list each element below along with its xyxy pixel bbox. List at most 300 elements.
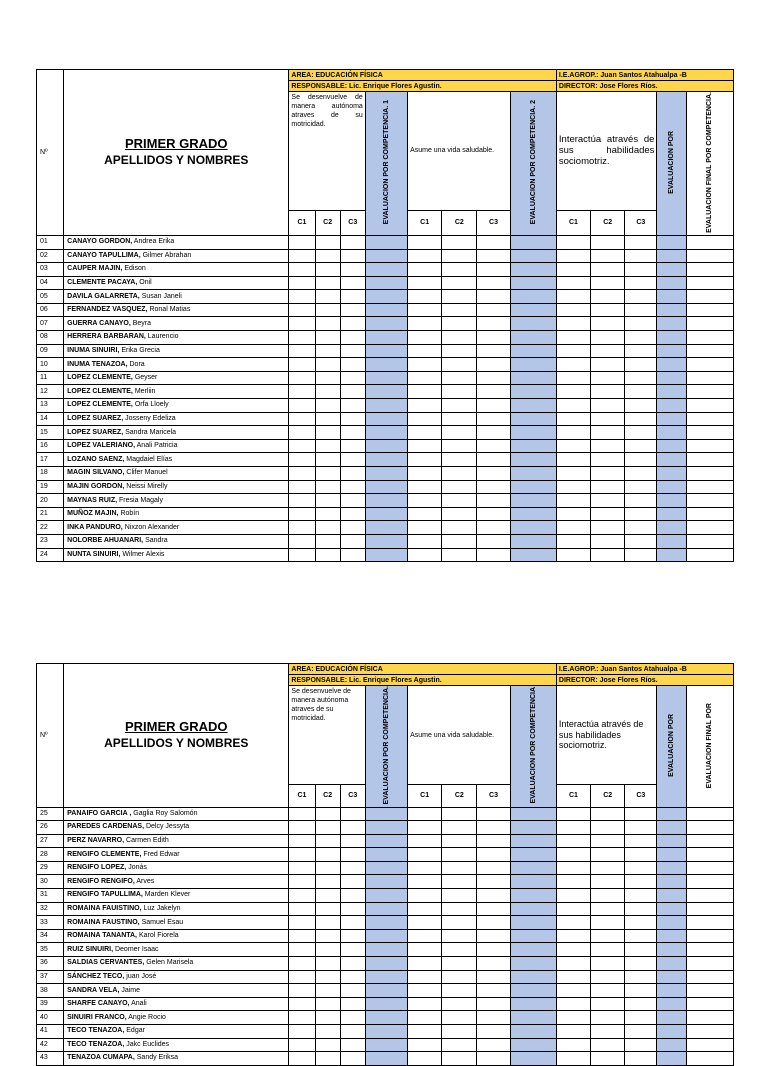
grade-cell[interactable] xyxy=(408,317,442,331)
grade-cell[interactable] xyxy=(289,848,315,862)
grade-cell[interactable] xyxy=(408,1025,442,1039)
grade-cell[interactable] xyxy=(408,834,442,848)
grade-cell[interactable] xyxy=(340,507,365,521)
grade-cell[interactable] xyxy=(365,970,407,984)
grade-cell[interactable] xyxy=(625,943,657,957)
grade-cell[interactable] xyxy=(408,371,442,385)
grade-cell[interactable] xyxy=(315,957,340,971)
grade-cell[interactable] xyxy=(477,534,510,548)
grade-cell[interactable] xyxy=(315,439,340,453)
grade-cell[interactable] xyxy=(442,358,477,372)
grade-cell[interactable] xyxy=(408,875,442,889)
grade-cell[interactable] xyxy=(365,943,407,957)
grade-cell[interactable] xyxy=(315,984,340,998)
grade-cell[interactable] xyxy=(625,399,657,413)
grade-cell[interactable] xyxy=(657,290,686,304)
grade-cell[interactable] xyxy=(442,507,477,521)
grade-cell[interactable] xyxy=(408,412,442,426)
grade-cell[interactable] xyxy=(365,875,407,889)
grade-cell[interactable] xyxy=(686,399,733,413)
grade-cell[interactable] xyxy=(625,521,657,535)
grade-cell[interactable] xyxy=(442,399,477,413)
grade-cell[interactable] xyxy=(591,521,625,535)
grade-cell[interactable] xyxy=(477,889,510,903)
grade-cell[interactable] xyxy=(315,399,340,413)
grade-cell[interactable] xyxy=(289,1025,315,1039)
grade-cell[interactable] xyxy=(477,439,510,453)
grade-cell[interactable] xyxy=(315,371,340,385)
grade-cell[interactable] xyxy=(442,276,477,290)
grade-cell[interactable] xyxy=(625,331,657,345)
grade-cell[interactable] xyxy=(556,875,590,889)
grade-cell[interactable] xyxy=(556,929,590,943)
grade-cell[interactable] xyxy=(657,902,686,916)
grade-cell[interactable] xyxy=(477,902,510,916)
grade-cell[interactable] xyxy=(556,371,590,385)
grade-cell[interactable] xyxy=(365,861,407,875)
grade-cell[interactable] xyxy=(289,426,315,440)
grade-cell[interactable] xyxy=(591,929,625,943)
grade-cell[interactable] xyxy=(340,263,365,277)
grade-cell[interactable] xyxy=(591,439,625,453)
grade-cell[interactable] xyxy=(657,1038,686,1052)
grade-cell[interactable] xyxy=(477,494,510,508)
grade-cell[interactable] xyxy=(657,997,686,1011)
grade-cell[interactable] xyxy=(686,834,733,848)
grade-cell[interactable] xyxy=(365,439,407,453)
grade-cell[interactable] xyxy=(510,385,556,399)
grade-cell[interactable] xyxy=(408,916,442,930)
grade-cell[interactable] xyxy=(625,1052,657,1066)
grade-cell[interactable] xyxy=(477,1038,510,1052)
grade-cell[interactable] xyxy=(340,534,365,548)
grade-cell[interactable] xyxy=(365,548,407,562)
grade-cell[interactable] xyxy=(556,439,590,453)
grade-cell[interactable] xyxy=(315,263,340,277)
grade-cell[interactable] xyxy=(625,1011,657,1025)
grade-cell[interactable] xyxy=(510,943,556,957)
grade-cell[interactable] xyxy=(591,507,625,521)
grade-cell[interactable] xyxy=(315,235,340,249)
grade-cell[interactable] xyxy=(289,507,315,521)
grade-cell[interactable] xyxy=(510,916,556,930)
grade-cell[interactable] xyxy=(365,317,407,331)
grade-cell[interactable] xyxy=(442,957,477,971)
grade-cell[interactable] xyxy=(408,984,442,998)
grade-cell[interactable] xyxy=(315,821,340,835)
grade-cell[interactable] xyxy=(686,807,733,821)
grade-cell[interactable] xyxy=(365,371,407,385)
grade-cell[interactable] xyxy=(315,875,340,889)
grade-cell[interactable] xyxy=(625,507,657,521)
grade-cell[interactable] xyxy=(289,943,315,957)
grade-cell[interactable] xyxy=(657,439,686,453)
grade-cell[interactable] xyxy=(686,957,733,971)
grade-cell[interactable] xyxy=(556,303,590,317)
grade-cell[interactable] xyxy=(556,317,590,331)
grade-cell[interactable] xyxy=(477,399,510,413)
grade-cell[interactable] xyxy=(408,467,442,481)
grade-cell[interactable] xyxy=(686,453,733,467)
grade-cell[interactable] xyxy=(365,807,407,821)
grade-cell[interactable] xyxy=(340,344,365,358)
grade-cell[interactable] xyxy=(657,548,686,562)
grade-cell[interactable] xyxy=(657,929,686,943)
grade-cell[interactable] xyxy=(365,957,407,971)
grade-cell[interactable] xyxy=(477,957,510,971)
grade-cell[interactable] xyxy=(686,534,733,548)
grade-cell[interactable] xyxy=(289,821,315,835)
grade-cell[interactable] xyxy=(510,235,556,249)
grade-cell[interactable] xyxy=(657,358,686,372)
grade-cell[interactable] xyxy=(591,480,625,494)
grade-cell[interactable] xyxy=(315,480,340,494)
grade-cell[interactable] xyxy=(510,861,556,875)
grade-cell[interactable] xyxy=(340,861,365,875)
grade-cell[interactable] xyxy=(591,249,625,263)
grade-cell[interactable] xyxy=(365,276,407,290)
grade-cell[interactable] xyxy=(315,1038,340,1052)
grade-cell[interactable] xyxy=(442,997,477,1011)
grade-cell[interactable] xyxy=(365,1025,407,1039)
grade-cell[interactable] xyxy=(289,385,315,399)
grade-cell[interactable] xyxy=(657,534,686,548)
grade-cell[interactable] xyxy=(315,929,340,943)
grade-cell[interactable] xyxy=(657,303,686,317)
grade-cell[interactable] xyxy=(556,807,590,821)
grade-cell[interactable] xyxy=(289,235,315,249)
grade-cell[interactable] xyxy=(510,494,556,508)
grade-cell[interactable] xyxy=(510,331,556,345)
grade-cell[interactable] xyxy=(340,453,365,467)
grade-cell[interactable] xyxy=(510,344,556,358)
grade-cell[interactable] xyxy=(477,1011,510,1025)
grade-cell[interactable] xyxy=(408,480,442,494)
grade-cell[interactable] xyxy=(365,399,407,413)
grade-cell[interactable] xyxy=(625,834,657,848)
grade-cell[interactable] xyxy=(657,385,686,399)
grade-cell[interactable] xyxy=(408,439,442,453)
grade-cell[interactable] xyxy=(408,821,442,835)
grade-cell[interactable] xyxy=(591,303,625,317)
grade-cell[interactable] xyxy=(686,290,733,304)
grade-cell[interactable] xyxy=(686,426,733,440)
grade-cell[interactable] xyxy=(289,889,315,903)
grade-cell[interactable] xyxy=(408,276,442,290)
grade-cell[interactable] xyxy=(340,385,365,399)
grade-cell[interactable] xyxy=(315,997,340,1011)
grade-cell[interactable] xyxy=(408,997,442,1011)
grade-cell[interactable] xyxy=(625,358,657,372)
grade-cell[interactable] xyxy=(408,929,442,943)
grade-cell[interactable] xyxy=(340,889,365,903)
grade-cell[interactable] xyxy=(442,371,477,385)
grade-cell[interactable] xyxy=(315,521,340,535)
grade-cell[interactable] xyxy=(657,984,686,998)
grade-cell[interactable] xyxy=(625,807,657,821)
grade-cell[interactable] xyxy=(686,1011,733,1025)
grade-cell[interactable] xyxy=(442,480,477,494)
grade-cell[interactable] xyxy=(625,902,657,916)
grade-cell[interactable] xyxy=(477,331,510,345)
grade-cell[interactable] xyxy=(408,1052,442,1066)
grade-cell[interactable] xyxy=(510,453,556,467)
grade-cell[interactable] xyxy=(315,889,340,903)
grade-cell[interactable] xyxy=(365,290,407,304)
grade-cell[interactable] xyxy=(365,507,407,521)
grade-cell[interactable] xyxy=(556,970,590,984)
grade-cell[interactable] xyxy=(591,317,625,331)
grade-cell[interactable] xyxy=(686,507,733,521)
grade-cell[interactable] xyxy=(365,263,407,277)
grade-cell[interactable] xyxy=(315,344,340,358)
grade-cell[interactable] xyxy=(625,534,657,548)
grade-cell[interactable] xyxy=(442,263,477,277)
grade-cell[interactable] xyxy=(442,848,477,862)
grade-cell[interactable] xyxy=(657,807,686,821)
grade-cell[interactable] xyxy=(477,521,510,535)
grade-cell[interactable] xyxy=(625,303,657,317)
grade-cell[interactable] xyxy=(289,521,315,535)
grade-cell[interactable] xyxy=(340,426,365,440)
grade-cell[interactable] xyxy=(365,834,407,848)
grade-cell[interactable] xyxy=(442,984,477,998)
grade-cell[interactable] xyxy=(686,249,733,263)
grade-cell[interactable] xyxy=(591,889,625,903)
grade-cell[interactable] xyxy=(442,467,477,481)
grade-cell[interactable] xyxy=(408,889,442,903)
grade-cell[interactable] xyxy=(556,548,590,562)
grade-cell[interactable] xyxy=(556,263,590,277)
grade-cell[interactable] xyxy=(340,957,365,971)
grade-cell[interactable] xyxy=(686,385,733,399)
grade-cell[interactable] xyxy=(625,235,657,249)
grade-cell[interactable] xyxy=(591,385,625,399)
grade-cell[interactable] xyxy=(625,957,657,971)
grade-cell[interactable] xyxy=(556,943,590,957)
grade-cell[interactable] xyxy=(591,861,625,875)
grade-cell[interactable] xyxy=(442,889,477,903)
grade-cell[interactable] xyxy=(477,821,510,835)
grade-cell[interactable] xyxy=(315,507,340,521)
grade-cell[interactable] xyxy=(625,984,657,998)
grade-cell[interactable] xyxy=(477,997,510,1011)
grade-cell[interactable] xyxy=(289,875,315,889)
grade-cell[interactable] xyxy=(340,916,365,930)
grade-cell[interactable] xyxy=(591,548,625,562)
grade-cell[interactable] xyxy=(289,358,315,372)
grade-cell[interactable] xyxy=(477,970,510,984)
grade-cell[interactable] xyxy=(442,331,477,345)
grade-cell[interactable] xyxy=(510,929,556,943)
grade-cell[interactable] xyxy=(289,957,315,971)
grade-cell[interactable] xyxy=(591,916,625,930)
grade-cell[interactable] xyxy=(477,916,510,930)
grade-cell[interactable] xyxy=(556,276,590,290)
grade-cell[interactable] xyxy=(686,344,733,358)
grade-cell[interactable] xyxy=(686,331,733,345)
grade-cell[interactable] xyxy=(657,249,686,263)
grade-cell[interactable] xyxy=(657,507,686,521)
grade-cell[interactable] xyxy=(315,807,340,821)
grade-cell[interactable] xyxy=(657,821,686,835)
grade-cell[interactable] xyxy=(289,344,315,358)
grade-cell[interactable] xyxy=(315,548,340,562)
grade-cell[interactable] xyxy=(591,997,625,1011)
grade-cell[interactable] xyxy=(657,331,686,345)
grade-cell[interactable] xyxy=(477,861,510,875)
grade-cell[interactable] xyxy=(510,957,556,971)
grade-cell[interactable] xyxy=(315,276,340,290)
grade-cell[interactable] xyxy=(686,848,733,862)
grade-cell[interactable] xyxy=(289,303,315,317)
grade-cell[interactable] xyxy=(442,494,477,508)
grade-cell[interactable] xyxy=(365,412,407,426)
grade-cell[interactable] xyxy=(686,521,733,535)
grade-cell[interactable] xyxy=(625,997,657,1011)
grade-cell[interactable] xyxy=(686,1052,733,1066)
grade-cell[interactable] xyxy=(340,929,365,943)
grade-cell[interactable] xyxy=(591,821,625,835)
grade-cell[interactable] xyxy=(408,235,442,249)
grade-cell[interactable] xyxy=(289,412,315,426)
grade-cell[interactable] xyxy=(625,290,657,304)
grade-cell[interactable] xyxy=(477,371,510,385)
grade-cell[interactable] xyxy=(556,385,590,399)
grade-cell[interactable] xyxy=(510,467,556,481)
grade-cell[interactable] xyxy=(365,848,407,862)
grade-cell[interactable] xyxy=(657,970,686,984)
grade-cell[interactable] xyxy=(556,957,590,971)
grade-cell[interactable] xyxy=(289,263,315,277)
grade-cell[interactable] xyxy=(442,916,477,930)
grade-cell[interactable] xyxy=(315,290,340,304)
grade-cell[interactable] xyxy=(556,834,590,848)
grade-cell[interactable] xyxy=(556,344,590,358)
grade-cell[interactable] xyxy=(289,453,315,467)
grade-cell[interactable] xyxy=(315,534,340,548)
grade-cell[interactable] xyxy=(315,861,340,875)
grade-cell[interactable] xyxy=(340,902,365,916)
grade-cell[interactable] xyxy=(477,303,510,317)
grade-cell[interactable] xyxy=(365,331,407,345)
grade-cell[interactable] xyxy=(315,453,340,467)
grade-cell[interactable] xyxy=(625,317,657,331)
grade-cell[interactable] xyxy=(408,861,442,875)
grade-cell[interactable] xyxy=(408,303,442,317)
grade-cell[interactable] xyxy=(591,875,625,889)
grade-cell[interactable] xyxy=(289,276,315,290)
grade-cell[interactable] xyxy=(556,331,590,345)
grade-cell[interactable] xyxy=(365,1038,407,1052)
grade-cell[interactable] xyxy=(556,861,590,875)
grade-cell[interactable] xyxy=(657,412,686,426)
grade-cell[interactable] xyxy=(442,426,477,440)
grade-cell[interactable] xyxy=(591,984,625,998)
grade-cell[interactable] xyxy=(289,1011,315,1025)
grade-cell[interactable] xyxy=(625,453,657,467)
grade-cell[interactable] xyxy=(340,480,365,494)
grade-cell[interactable] xyxy=(289,480,315,494)
grade-cell[interactable] xyxy=(657,399,686,413)
grade-cell[interactable] xyxy=(686,997,733,1011)
grade-cell[interactable] xyxy=(625,875,657,889)
grade-cell[interactable] xyxy=(315,358,340,372)
grade-cell[interactable] xyxy=(510,834,556,848)
grade-cell[interactable] xyxy=(289,984,315,998)
grade-cell[interactable] xyxy=(591,534,625,548)
grade-cell[interactable] xyxy=(510,521,556,535)
grade-cell[interactable] xyxy=(340,834,365,848)
grade-cell[interactable] xyxy=(289,317,315,331)
grade-cell[interactable] xyxy=(477,848,510,862)
grade-cell[interactable] xyxy=(510,371,556,385)
grade-cell[interactable] xyxy=(408,426,442,440)
grade-cell[interactable] xyxy=(315,1025,340,1039)
grade-cell[interactable] xyxy=(625,426,657,440)
grade-cell[interactable] xyxy=(510,848,556,862)
grade-cell[interactable] xyxy=(657,1011,686,1025)
grade-cell[interactable] xyxy=(556,480,590,494)
grade-cell[interactable] xyxy=(591,412,625,426)
grade-cell[interactable] xyxy=(686,1025,733,1039)
grade-cell[interactable] xyxy=(442,929,477,943)
grade-cell[interactable] xyxy=(591,331,625,345)
grade-cell[interactable] xyxy=(510,263,556,277)
grade-cell[interactable] xyxy=(686,970,733,984)
grade-cell[interactable] xyxy=(442,821,477,835)
grade-cell[interactable] xyxy=(510,317,556,331)
grade-cell[interactable] xyxy=(365,249,407,263)
grade-cell[interactable] xyxy=(625,916,657,930)
grade-cell[interactable] xyxy=(289,548,315,562)
grade-cell[interactable] xyxy=(591,957,625,971)
grade-cell[interactable] xyxy=(340,290,365,304)
grade-cell[interactable] xyxy=(657,875,686,889)
grade-cell[interactable] xyxy=(365,902,407,916)
grade-cell[interactable] xyxy=(442,548,477,562)
grade-cell[interactable] xyxy=(686,317,733,331)
grade-cell[interactable] xyxy=(591,943,625,957)
grade-cell[interactable] xyxy=(340,371,365,385)
grade-cell[interactable] xyxy=(365,916,407,930)
grade-cell[interactable] xyxy=(365,997,407,1011)
grade-cell[interactable] xyxy=(408,1038,442,1052)
grade-cell[interactable] xyxy=(408,507,442,521)
grade-cell[interactable] xyxy=(340,807,365,821)
grade-cell[interactable] xyxy=(657,371,686,385)
grade-cell[interactable] xyxy=(556,358,590,372)
grade-cell[interactable] xyxy=(657,834,686,848)
grade-cell[interactable] xyxy=(556,412,590,426)
grade-cell[interactable] xyxy=(625,263,657,277)
grade-cell[interactable] xyxy=(556,1011,590,1025)
grade-cell[interactable] xyxy=(625,480,657,494)
grade-cell[interactable] xyxy=(408,1011,442,1025)
grade-cell[interactable] xyxy=(408,399,442,413)
grade-cell[interactable] xyxy=(556,399,590,413)
grade-cell[interactable] xyxy=(289,1038,315,1052)
grade-cell[interactable] xyxy=(510,1025,556,1039)
grade-cell[interactable] xyxy=(591,807,625,821)
grade-cell[interactable] xyxy=(556,507,590,521)
grade-cell[interactable] xyxy=(686,875,733,889)
grade-cell[interactable] xyxy=(510,399,556,413)
grade-cell[interactable] xyxy=(657,943,686,957)
grade-cell[interactable] xyxy=(365,889,407,903)
grade-cell[interactable] xyxy=(340,821,365,835)
grade-cell[interactable] xyxy=(315,303,340,317)
